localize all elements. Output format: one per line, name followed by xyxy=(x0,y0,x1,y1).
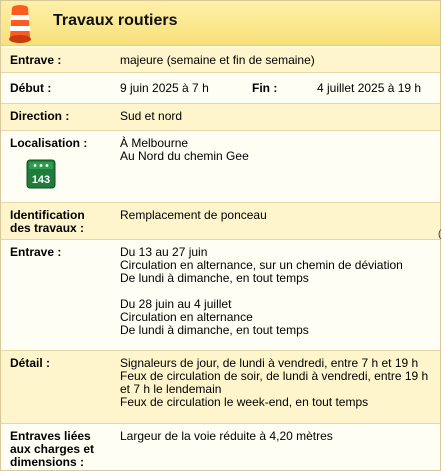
entrave-line: Circulation en alternance, sur un chemin de déviation xyxy=(120,258,403,272)
row-localisation xyxy=(1,131,440,203)
detail-line: Feux de circulation le week-end, en tout temps xyxy=(120,395,369,409)
localisation-line: Au Nord du chemin Gee xyxy=(120,149,249,163)
identification-label-line: Identification xyxy=(10,208,85,222)
identification-label xyxy=(10,209,110,235)
popup-title: Travaux routiers xyxy=(53,12,178,29)
detail-line: Signaleurs de jour, de lundi à vendredi, entre 7 h et 19 h xyxy=(120,356,419,370)
edge-glyph: ( xyxy=(438,229,442,240)
popup-header xyxy=(1,1,440,46)
entrave-details-label: Entrave : xyxy=(10,245,62,259)
entrave-line: De lundi à dimanche, en tout temps xyxy=(120,323,309,337)
row-identification xyxy=(1,203,440,240)
debut-value: 9 juin 2025 à 7 h xyxy=(120,81,209,95)
charges-label-line: Entraves liées xyxy=(10,429,91,443)
detail-line: et 7 h le lendemain xyxy=(120,382,222,396)
charges-value: Largeur de la voie réduite à 4,20 mètres xyxy=(120,429,333,443)
row-detail xyxy=(1,351,440,424)
detail-line: Feux de circulation de soir, de lundi à vendredi, entre 19 h xyxy=(120,369,429,383)
direction-label: Direction : xyxy=(10,109,70,123)
detail-label: Détail : xyxy=(10,356,51,370)
entrave-details-value xyxy=(120,246,438,337)
localisation-line: À Melbourne xyxy=(120,136,189,150)
entrave-line: De lundi à dimanche, en tout temps xyxy=(120,271,309,285)
identification-value: Remplacement de ponceau xyxy=(120,208,267,222)
row-entrave-details xyxy=(1,240,440,351)
entrave-line: Du 28 juin au 4 juillet xyxy=(120,297,232,311)
route-shield-icon xyxy=(26,159,56,189)
entrave-label: Entrave : xyxy=(10,53,62,67)
row-entrave xyxy=(1,48,440,73)
entrave-value: majeure (semaine et fin de semaine) xyxy=(120,53,315,67)
charges-label-line: aux charges et xyxy=(10,442,95,456)
traffic-cone-icon xyxy=(5,2,35,46)
row-charges xyxy=(1,424,440,471)
row-debut xyxy=(1,73,440,104)
charges-label-line: dimensions : xyxy=(10,455,85,469)
fin-value: 4 juillet 2025 à 19 h xyxy=(317,81,422,95)
identification-label-line: des travaux : xyxy=(10,221,85,235)
entrave-line: Circulation en alternance xyxy=(120,310,253,324)
route-number: 143 xyxy=(31,174,51,186)
entrave-line: Du 13 au 27 juin xyxy=(120,245,208,259)
row-direction xyxy=(1,104,440,131)
localisation-value xyxy=(120,137,438,163)
direction-value: Sud et nord xyxy=(120,109,183,123)
debut-label: Début : xyxy=(10,81,52,95)
localisation-label: Localisation : xyxy=(10,136,88,150)
charges-label xyxy=(10,430,110,469)
fin-label: Fin : xyxy=(252,81,278,95)
detail-value xyxy=(120,357,438,409)
